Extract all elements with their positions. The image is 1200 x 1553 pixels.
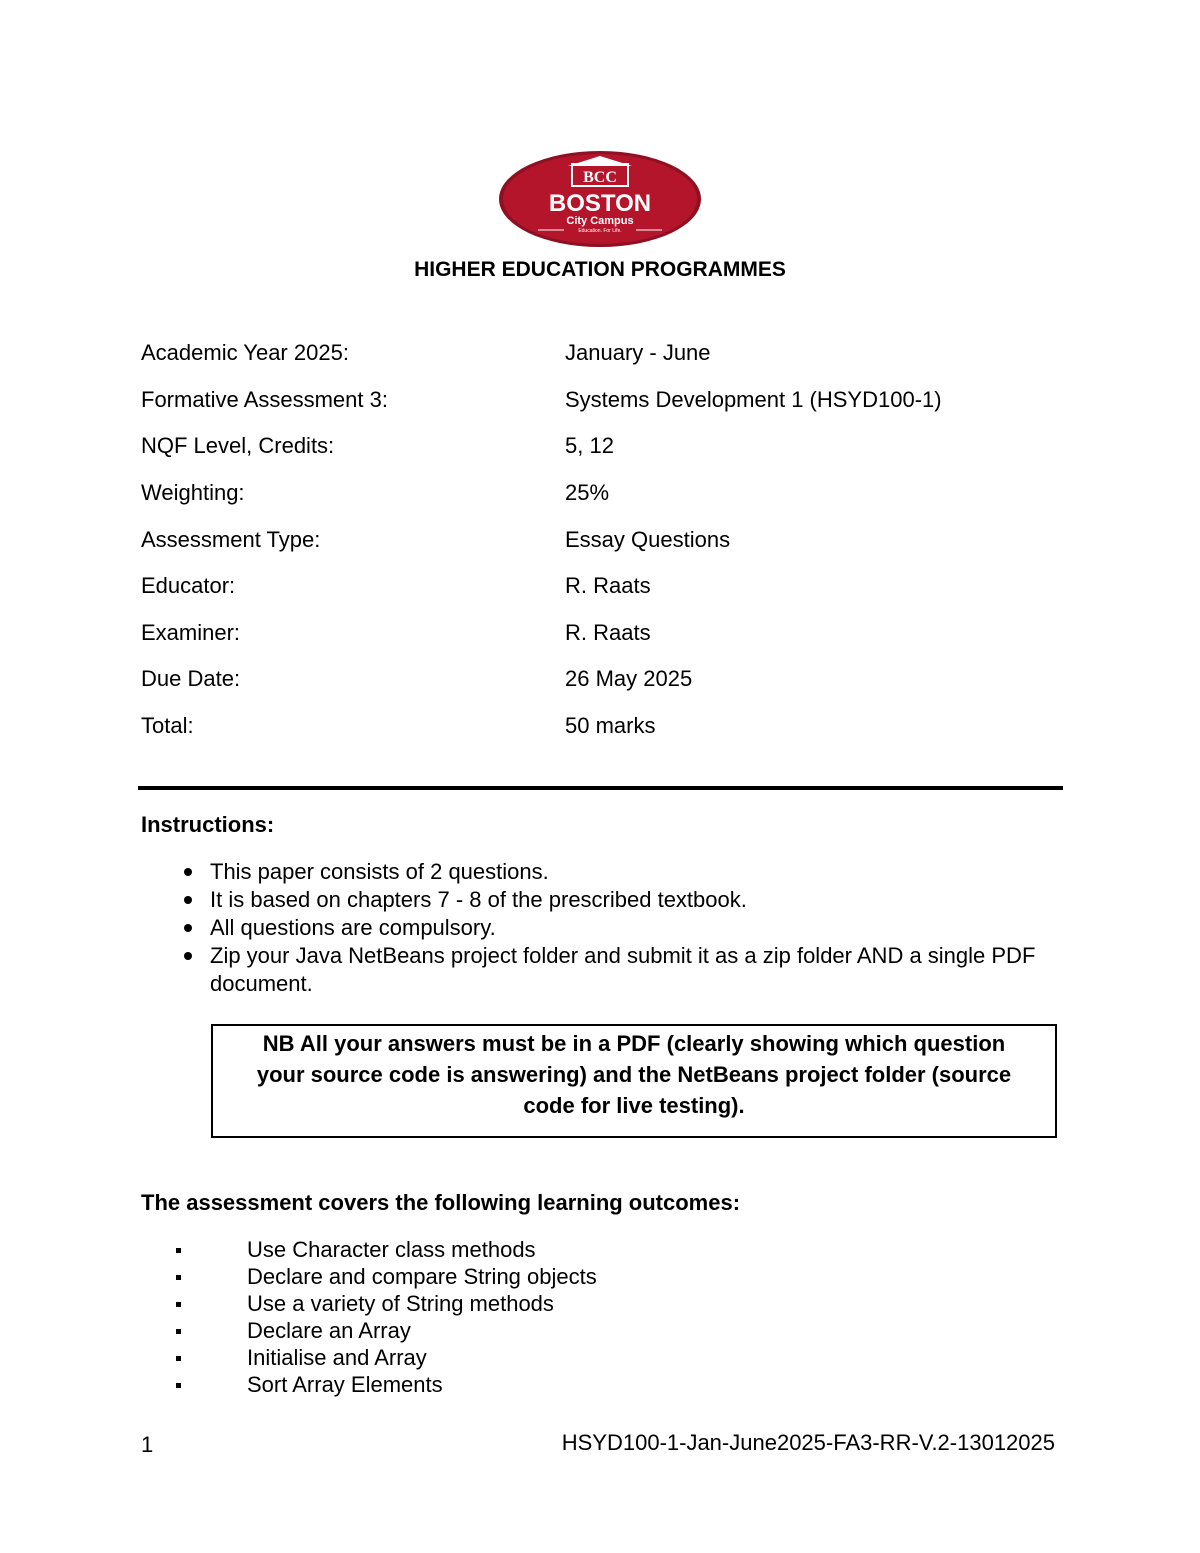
page-title: HIGHER EDUCATION PROGRAMMES [414, 258, 786, 281]
instructions-heading: Instructions: [141, 812, 275, 837]
nb-note-box [211, 1024, 1057, 1138]
instruction-text: All questions are compulsory. [210, 915, 496, 940]
detail-value: Systems Development 1 (HSYD100-1) [565, 387, 942, 412]
bullet-icon [176, 1383, 181, 1388]
instruction-text: This paper consists of 2 questions. [210, 859, 549, 884]
detail-row [141, 527, 1041, 557]
detail-value: R. Raats [565, 620, 651, 645]
bullet-icon [176, 1275, 181, 1280]
list-item [184, 858, 1084, 886]
bullet-icon [176, 1248, 181, 1253]
detail-value: 25% [565, 480, 610, 505]
outcome-text: Initialise and Array [247, 1345, 427, 1370]
detail-label: Weighting: [141, 480, 245, 505]
detail-row [141, 620, 1041, 650]
detail-label: Total: [141, 713, 194, 738]
detail-row [141, 666, 1041, 696]
logo-name: BOSTON [548, 190, 652, 217]
detail-label: NQF Level, Credits: [141, 433, 335, 458]
detail-value: 50 marks [565, 713, 656, 738]
boston-city-campus-logo [498, 150, 702, 248]
list-item [184, 886, 1084, 914]
detail-row [141, 433, 1041, 463]
nb-note-line: code for live testing). [523, 1093, 745, 1118]
logo-abbr: BCC [583, 169, 617, 186]
list-item [184, 914, 1084, 942]
outcome-text: Use Character class methods [247, 1237, 536, 1262]
instruction-text: It is based on chapters 7 - 8 of the prescribed textbook. [210, 887, 747, 912]
document-code: HSYD100-1-Jan-June2025-FA3-RR-V.2-13012025 [561, 1430, 1055, 1455]
bullet-icon [184, 952, 192, 960]
detail-row [141, 480, 1041, 510]
detail-label: Educator: [141, 573, 236, 598]
nb-note-line: your source code is answering) and the NetBeans project folder (source [256, 1062, 1012, 1087]
instructions-list [184, 858, 1084, 998]
detail-label: Academic Year 2025: [141, 340, 349, 365]
detail-row [141, 573, 1041, 603]
detail-row [141, 713, 1041, 743]
detail-label: Examiner: [141, 620, 241, 645]
detail-label: Due Date: [141, 666, 241, 691]
list-item [184, 942, 1060, 998]
outcome-text: Declare an Array [247, 1318, 411, 1343]
bullet-icon [176, 1356, 181, 1361]
section-divider [138, 786, 1063, 790]
learning-outcomes-heading: The assessment covers the following learning outcomes: [141, 1190, 741, 1215]
detail-value: 5, 12 [565, 433, 614, 458]
detail-value: January - June [565, 340, 711, 365]
detail-value: Essay Questions [565, 527, 731, 552]
detail-label: Formative Assessment 3: [141, 387, 388, 412]
detail-value: 26 May 2025 [565, 666, 693, 691]
nb-note-line: NB All your answers must be in a PDF (clearly showing which question [262, 1031, 1006, 1056]
outcome-text: Declare and compare String objects [247, 1264, 597, 1289]
outcome-text: Sort Array Elements [247, 1372, 443, 1397]
bullet-icon [176, 1302, 181, 1307]
logo-subtitle: City Campus [566, 215, 634, 227]
outcome-text: Use a variety of String methods [247, 1291, 554, 1316]
instruction-text: Zip your Java NetBeans project folder and submit it as a zip folder AND a single PDF document. [210, 943, 1036, 996]
detail-row [141, 387, 1041, 417]
logo-tagline: Education. For Life. [578, 228, 622, 234]
bullet-icon [184, 868, 192, 876]
detail-label: Assessment Type: [141, 527, 321, 552]
bullet-icon [176, 1329, 181, 1334]
bullet-icon [184, 896, 192, 904]
bullet-icon [184, 924, 192, 932]
detail-row [141, 340, 1041, 370]
detail-value: R. Raats [565, 573, 651, 598]
page-number: 1 [141, 1432, 154, 1457]
